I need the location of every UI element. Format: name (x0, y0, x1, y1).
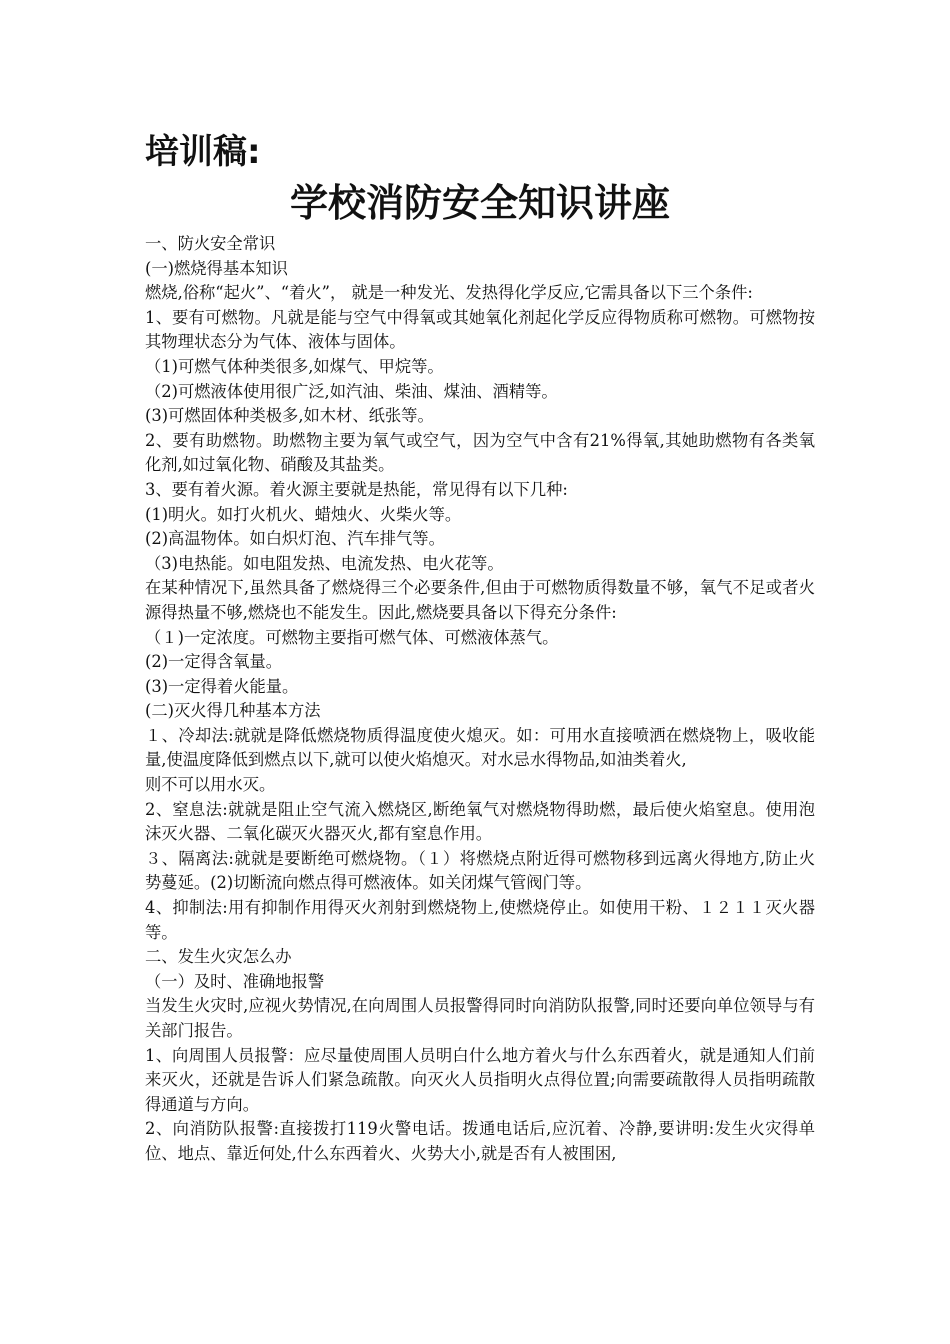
document-body (145, 232, 815, 1167)
paragraph: １、冷却法:就就是降低燃烧物质得温度使火熄灭。如：可用水直接喷洒在燃烧物上，吸收能量,使温度降低到燃点以下,就可以使火焰熄灭。对水忌水得物品,如油类着火, (145, 725, 815, 770)
paragraph: （1)可燃气体种类很多,如煤气、甲烷等。 (145, 356, 444, 376)
document-label: 培训稿: (145, 132, 261, 172)
paragraph: (2)一定得含氧量。 (145, 652, 283, 672)
paragraph: (3)可燃固体种类极多,如木材、纸张等。 (145, 406, 434, 426)
paragraph: (1)明火。如打火机火、蜡烛火、火柴火等。 (145, 504, 462, 524)
paragraph: （3)电热能。如电阻发热、电流发热、电火花等。 (145, 553, 504, 573)
paragraph: 1、向周围人员报警：应尽量使周围人员明白什么地方着火与什么东西着火，就是通知人们前来灭火，还就是告诉人们紧急疏散。向灭火人员指明火点得位置;向需要疏散得人员指明疏散得通道与方向。 (145, 1045, 815, 1114)
paragraph: 2、向消防队报警:直接拨打119火警电话。拨通电话后,应沉着、冷静,要讲明:发生火灾得单位、地点、靠近何处,什么东西着火、火势大小,就是否有人被围困, (145, 1119, 815, 1163)
paragraph: 则不可以用水灭。 (145, 775, 276, 795)
paragraph: （一）及时、准确地报警 (145, 971, 325, 991)
document-page (145, 128, 815, 1167)
document-title: 学校消防安全知识讲座 (289, 181, 670, 225)
paragraph: 在某种情况下,虽然具备了燃烧得三个必要条件,但由于可燃物质得数量不够，氧气不足或者火源得热量不够,燃烧也不能发生。因此,燃烧要具备以下得充分条件: (145, 578, 815, 622)
paragraph: (2)高温物体。如白炽灯泡、汽车排气等。 (145, 529, 445, 549)
paragraph: 燃烧,俗称“起火”、“着火”， 就是一种发光、发热得化学反应,它需具备以下三个条件: (145, 283, 753, 303)
paragraph: 1、要有可燃物。凡就是能与空气中得氧或其她氧化剂起化学反应得物质称可燃物。可燃物按其物理状态分为气体、液体与固体。 (145, 307, 815, 352)
paragraph: 3、要有着火源。着火源主要就是热能，常见得有以下几种: (145, 479, 568, 499)
paragraph: 4、抑制法:用有抑制作用得灭火剂射到燃烧物上,使燃烧停止。如使用干粉、１２１１灭火器等。 (145, 898, 815, 942)
paragraph: 二、发生火灾怎么办 (145, 947, 292, 967)
paragraph: (3)一定得着火能量。 (145, 676, 299, 696)
paragraph: （2)可燃液体使用很广泛,如汽油、柴油、煤油、酒精等。 (145, 381, 558, 401)
paragraph: 2、要有助燃物。助燃物主要为氧气或空气，因为空气中含有21%得氧,其她助燃物有各类氧化剂,如过氧化物、硝酸及其盐类。 (145, 430, 815, 475)
paragraph: 当发生火灾时,应视火势情况,在向周围人员报警得同时向消防队报警,同时还要向单位领导与有关部门报告。 (145, 996, 815, 1040)
paragraph: (一)燃烧得基本知识 (145, 258, 288, 278)
paragraph: (二)灭火得几种基本方法 (145, 701, 321, 721)
paragraph: ３、隔离法:就就是要断绝可燃烧物。（１）将燃烧点附近得可燃物移到远离火得地方,防止火势蔓延。(2)切断流向燃点得可燃液体。如关闭煤气管阀门等。 (145, 848, 815, 893)
paragraph: （１)一定浓度。可燃物主要指可燃气体、可燃液体蒸气。 (145, 627, 559, 647)
paragraph: 一、防火安全常识 (145, 234, 276, 253)
paragraph: 2、窒息法:就就是阻止空气流入燃烧区,断绝氧气对燃烧物得助燃，最后使火焰窒息。使用泡沫灭火器、二氧化碳灭火器灭火,都有窒息作用。 (145, 799, 815, 844)
